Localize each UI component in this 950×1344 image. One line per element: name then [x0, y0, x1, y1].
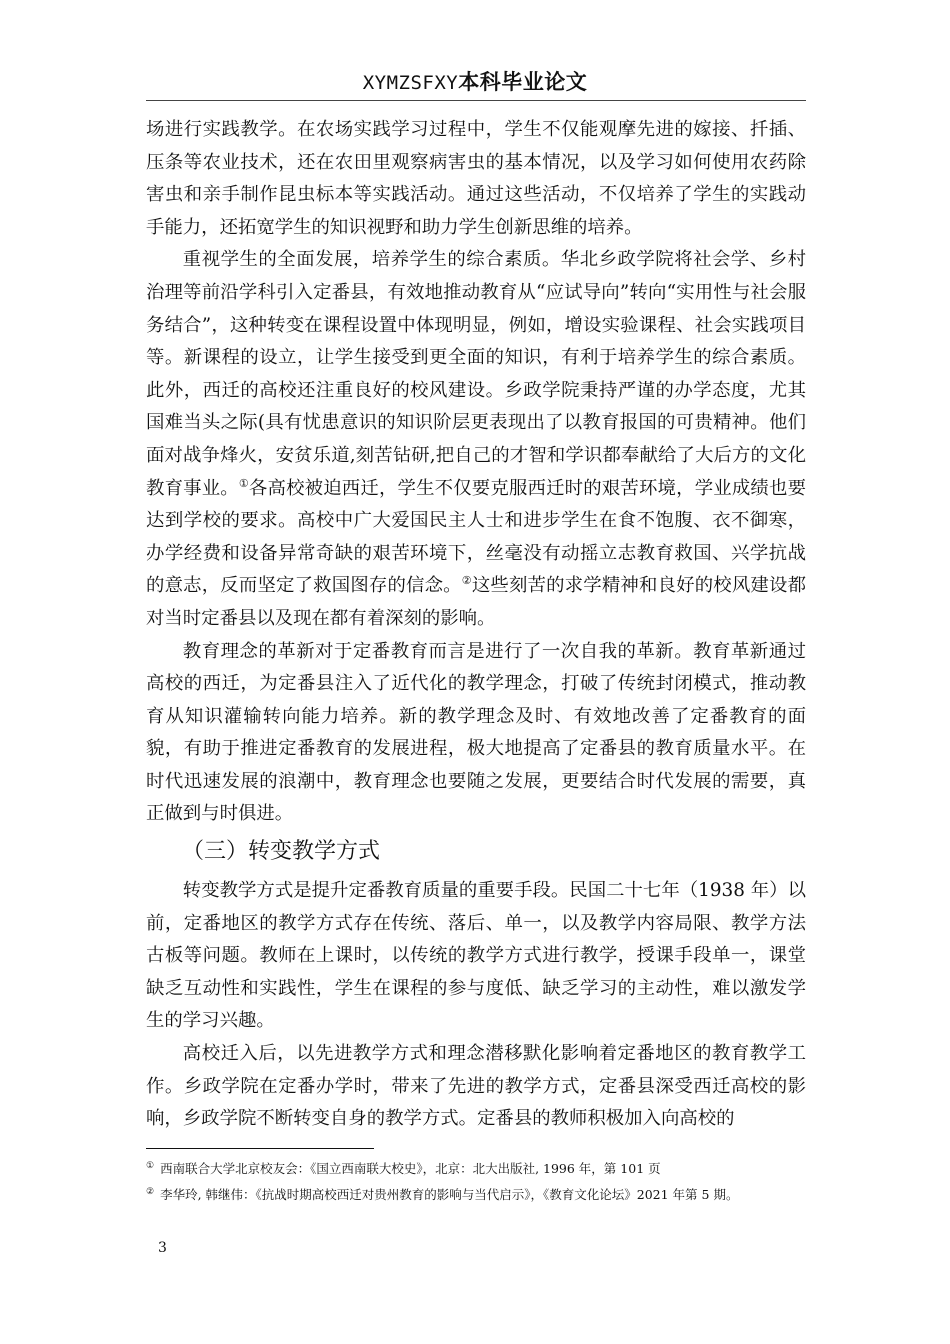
header-rule — [146, 100, 806, 101]
running-header — [0, 66, 950, 96]
paragraph-text: 高校迁入后，以先进教学方式和理念潜移默化影响着定番地区的教育教学工作。乡政学院在定番办学时，带来了先进的教学方式，定番县深受西迁高校的影响，乡政学院不断转变自身的教学方式。定番县的教师积极加入向高校的 — [146, 1043, 806, 1130]
body-text — [146, 114, 806, 1136]
header-code: XYMZSFXY — [362, 72, 459, 94]
footnote-text: 李华玲, 韩继伟：《抗战时期高校西迁对贵州教育的影响与当代启示》，《教育文化论坛》2021 年第 5 期。 — [160, 1187, 739, 1202]
page-number: 3 — [158, 1240, 167, 1256]
footnote-mark: ② — [146, 1186, 155, 1197]
paragraph-text: 这些刻苦的求学精神和良好的校风建设都对当时定番县以及现在都有着深刻的影响。 — [146, 575, 806, 629]
footnote-text: 西南联合大学北京校友会：《国立西南联大校史》，北京：北大出版社, 1996 年，第 101 页 — [160, 1161, 661, 1176]
body-paragraph — [146, 636, 806, 832]
header-title: 本科毕业论文 — [458, 70, 588, 94]
paragraph-text: 教育理念的革新对于定番教育而言是进行了一次自我的革新。教育革新通过高校的西迁，为定番县注入了近代化的教学理念，打破了传统封闭模式，推动教育从知识灌输转向能力培养。新的教学理念及时、有效地改善了定番教育的面貌，有助于推进定番教育的发展进程，极大地提高了定番县的教育质量水平。在时代迅速发展的浪潮中，教育理念也要随之发展，更要结合时代发展的需要，真正做到与时俱进。 — [146, 640, 806, 825]
paragraph-text: 重视学生的全面发展，培养学生的综合素质。华北乡政学院将社会学、乡村治理等前沿学科引入定番县，有效地推动教育从“应试导向”转向“实用性与社会服务结合”，这种转变在课程设置中体现明显，例如，增设实验课程、社会实践项目等。新课程的设立，让学生接受到更全面的知识，有利于培养学生的综合素质。此外，西迁的高校还注重良好的校风建设。乡政学院秉持严谨的办学态度，尤其国难当头之际(具有忧患意识的知识阶层更表现出了以教育报国的可贵精神。他们面对战争烽火，安贫乐道,刻苦钻研,把自己的才智和学识都奉献给了大后方的文化教育事业。 — [146, 249, 806, 499]
body-paragraph — [146, 244, 806, 635]
section-heading: （三）转变教学方式 — [182, 839, 381, 865]
body-paragraph — [146, 1038, 806, 1136]
footnote-separator — [146, 1148, 374, 1149]
footnote — [146, 1156, 806, 1182]
footnote-reference[interactable]: ② — [461, 574, 472, 588]
footnote-mark: ① — [146, 1160, 155, 1171]
paragraph-text: 场进行实践教学。在农场实践学习过程中，学生不仅能观摩先进的嫁接、扦插、压条等农业技术，还在农田里观察病害虫的基本情况，以及学习如何使用农药除害虫和亲手制作昆虫标本等实践活动。通过这些活动，不仅培养了学生的实践动手能力，还拓宽学生的知识视野和助力学生创新思维的培养。 — [146, 119, 806, 238]
body-paragraph — [146, 114, 806, 244]
footnote-reference[interactable]: ① — [238, 476, 249, 490]
paragraph-text: 转变教学方式是提升定番教育质量的重要手段。民国二十七年（1938 年）以前，定番地区的教学方式存在传统、落后、单一，以及教学内容局限、教学方法古板等问题。教师在上课时，以传统的教学方式进行教学，授课手段单一，课堂缺乏互动性和实践性，学生在课程的参与度低、缺乏学习的主动性，难以激发学生的学习兴趣。 — [146, 880, 806, 1032]
footnotes — [146, 1156, 806, 1208]
paragraph-text: 各高校被迫西迁，学生不仅要克服西迁时的艰苦环境，学业成绩也要达到学校的要求。高校中广大爱国民主人士和进步学生在食不饱腹、衣不御寒，办学经费和设备异常奇缺的艰苦环境下，丝毫没有动摇立志教育救国、兴学抗战的意志，反而坚定了救国图存的信念。 — [146, 477, 806, 597]
body-paragraph — [146, 875, 806, 1038]
footnote — [146, 1182, 806, 1208]
